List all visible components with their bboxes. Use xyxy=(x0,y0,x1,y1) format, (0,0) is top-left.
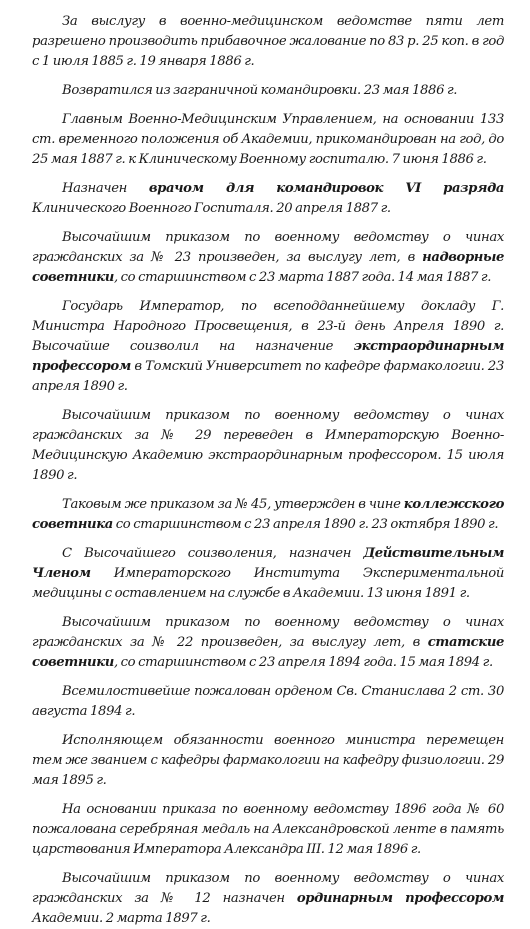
entry-text: Высочайшим приказом по военному ведомству о чинах гражданских за № 22 произведен, за выслугу лет, в xyxy=(32,615,504,650)
service-record-entry-12 xyxy=(32,731,504,791)
service-record-entry-3 xyxy=(32,110,504,170)
entry-text: Возвратился из заграничной командировки. 23 мая 1886 г. xyxy=(62,83,458,98)
emphasized-rank: коллежского советника xyxy=(32,497,504,532)
entry-text: , со старшинством с 23 марта 1887 года. 14 мая 1887 г. xyxy=(113,270,492,285)
emphasized-rank: статские советники xyxy=(32,635,504,670)
service-record-entry-9 xyxy=(32,544,504,604)
emphasized-rank: врачом для командировок VI разряда xyxy=(148,181,504,196)
entry-text: Всемилостивейше пожалован орденом Св. Станислава 2 ст. 30 августа 1894 г. xyxy=(32,684,504,719)
service-record-entry-13 xyxy=(32,800,504,860)
entry-text: Исполняющем обязанности военного министра перемещен тем же званием с кафедры фармакологии на кафедру физиологии. 29 мая 1895 г. xyxy=(32,733,504,788)
service-record-entry-1 xyxy=(32,12,504,72)
entry-text: со старшинством с 23 апреля 1890 г. 23 октября 1890 г. xyxy=(112,517,499,532)
entry-text: За выслугу в военно-медицинском ведомстве пяти лет разрешено производить прибавочное жалование по 83 р. 25 коп. в год с 1 июля 1885 г. 19 января 1886 г. xyxy=(32,14,504,69)
entry-text: Императорского Института Экспериментальной медицины с оставлением на службе в Академии. 13 июня 1891 г. xyxy=(32,566,504,601)
service-record-entry-5 xyxy=(32,228,504,288)
service-record-entry-14 xyxy=(32,869,504,929)
emphasized-rank: Действительным Членом xyxy=(32,546,504,581)
service-record-entry-6 xyxy=(32,297,504,397)
entry-text: Назначен xyxy=(62,181,149,196)
entry-text: Высочайшим приказом по военному ведомству о чинах гражданских за № 29 переведен в Императорскую Военно-Медицинскую Академию экстраординарным профессором. 15 июля 1890 г. xyxy=(32,408,504,483)
entry-text: , со старшинством с 23 апреля 1894 года. 15 мая 1894 г. xyxy=(113,655,493,670)
entry-text: Таковым же приказом за № 45, утвержден в чине xyxy=(62,497,404,512)
entry-text: в Томский Университет по кафедре фармакологии. 23 апреля 1890 г. xyxy=(32,359,504,394)
entry-text: Государь Император, по всеподданнейшему докладу Г. Министра Народного Просвещения, в 23-й день Апреля 1890 г. Высочайше соизволил на назначение xyxy=(32,299,504,354)
emphasized-rank: экстраординарным профессором xyxy=(32,339,504,374)
service-record-entry-7 xyxy=(32,406,504,486)
entry-text: Клинического Военного Госпиталя. 20 апреля 1887 г. xyxy=(32,201,391,216)
service-record-entry-10 xyxy=(32,613,504,673)
entry-text: На основании приказа по военному ведомству 1896 года № 60 пожалована серебряная медаль на Александровской ленте в память царствования Императора Александра III. 12 мая 1896 г. xyxy=(32,802,504,857)
entry-text: Высочайшим приказом по военному ведомству о чинах гражданских за № 23 произведен, за выслугу лет, в xyxy=(32,230,504,265)
emphasized-rank: ординарным профессором xyxy=(296,891,504,906)
service-record-entry-4 xyxy=(32,179,504,219)
entry-text: Главным Военно-Медицинским Управлением, на основании 133 ст. временного положения об Академии, прикомандирован на год, до 25 мая 1887 г. к Клиническому Военному госпиталю. 7 июня 1886 г. xyxy=(32,112,504,167)
emphasized-rank: надворные советники xyxy=(32,250,504,285)
service-record-entry-11 xyxy=(32,682,504,722)
entry-text: Высочайшим приказом по военному ведомству о чинах гражданских за № 12 назначен xyxy=(32,871,504,906)
entry-text: С Высочайшего соизволения, назначен xyxy=(62,546,364,561)
service-record-entry-2 xyxy=(32,81,504,101)
entry-text: Академии. 2 марта 1897 г. xyxy=(32,911,211,926)
service-record-entry-8 xyxy=(32,495,504,535)
